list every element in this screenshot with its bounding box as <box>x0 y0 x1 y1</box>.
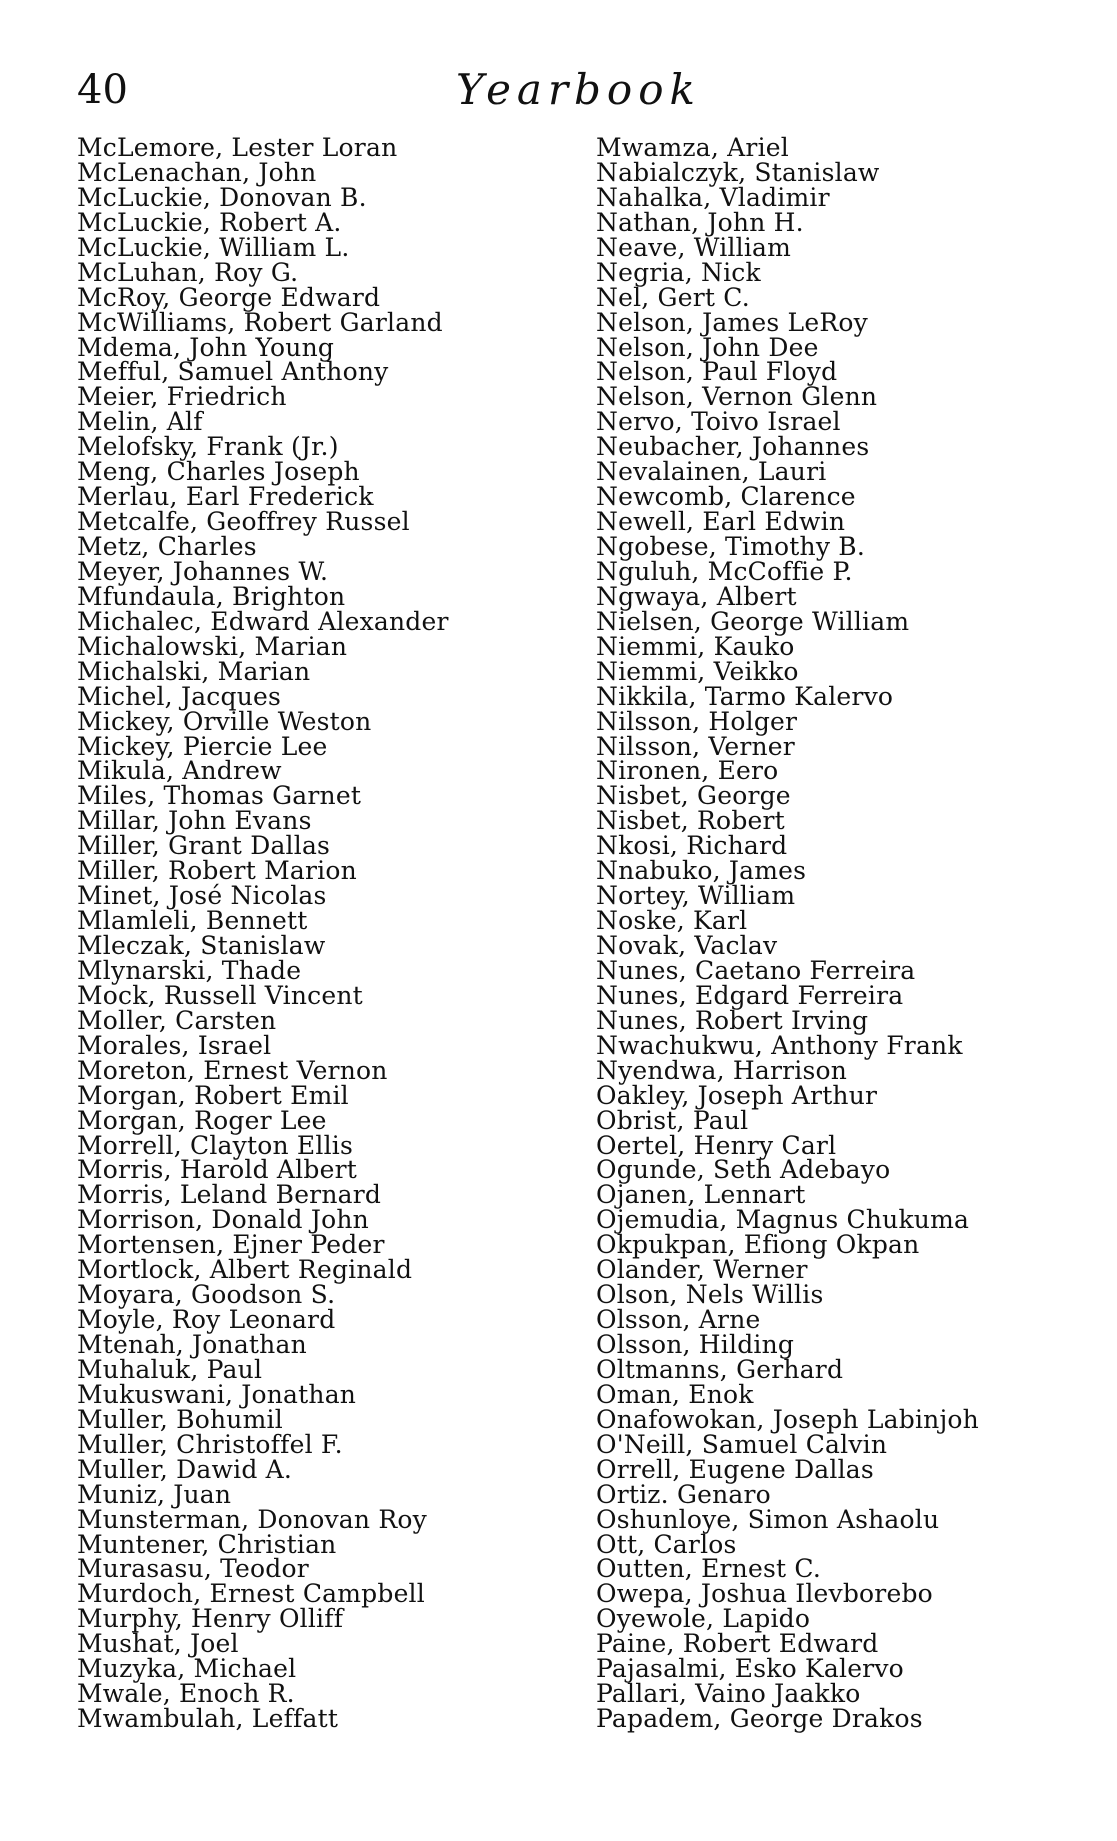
list-item: Meier, Friedrich <box>77 382 287 412</box>
list-item: Merlau, Earl Frederick <box>77 482 374 512</box>
list-item: Muller, Dawid A. <box>77 1454 293 1484</box>
list-item: Morales, Israel <box>77 1030 272 1060</box>
list-item: Morris, Harold Albert <box>77 1155 357 1185</box>
list-item: Mikula, Andrew <box>77 756 282 786</box>
list-item: Niemmi, Kauko <box>596 631 795 661</box>
list-item: Millar, John Evans <box>77 806 312 836</box>
list-item: McLuckie, Donovan B. <box>77 182 367 212</box>
list-item: Mukuswani, Jonathan <box>77 1379 357 1409</box>
list-item: Nelson, John Dee <box>596 332 819 362</box>
list-item: Muller, Christoffel F. <box>77 1429 343 1459</box>
list-item: Michalowski, Marian <box>77 631 348 661</box>
list-item: Ngobese, Timothy B. <box>596 532 866 561</box>
list-item: Nelson, Vernon Glenn <box>596 382 878 412</box>
list-item: Ngwaya, Albert <box>596 581 797 611</box>
list-item: McLenachan, John <box>77 157 317 187</box>
list-item: Michel, Jacques <box>77 681 282 711</box>
list-item: Nabialczyk, Stanislaw <box>596 157 880 187</box>
list-item: Muntener, Christian <box>77 1529 337 1559</box>
list-item: Oyewole, Lapido <box>596 1604 811 1634</box>
list-item: Nunes, Caetano Ferreira <box>596 955 916 985</box>
list-item: Nunes, Robert Irving <box>596 1005 869 1035</box>
list-item: Nikkila, Tarmo Kalervo <box>596 681 894 711</box>
list-item: McLuckie, William L. <box>77 232 350 262</box>
list-item: Orrell, Eugene Dallas <box>596 1454 874 1484</box>
list-item: Morris, Leland Bernard <box>77 1180 382 1210</box>
list-item: Nahalka, Vladimir <box>596 182 830 212</box>
list-item: Murphy, Henry Olliff <box>77 1604 344 1634</box>
list-item: Olander, Werner <box>596 1255 808 1285</box>
list-item: Nelson, Paul Floyd <box>596 357 838 387</box>
list-item: Ott, Carlos <box>596 1529 737 1559</box>
list-item: Olsson, Hilding <box>596 1330 795 1359</box>
list-item: Minet, José Nicolas <box>77 881 327 911</box>
list-item: Paine, Robert Edward <box>596 1629 879 1659</box>
list-item: Niemmi, Veikko <box>596 656 799 686</box>
list-item: Oertel, Henry Carl <box>596 1130 837 1160</box>
list-item: Nilsson, Holger <box>596 706 798 736</box>
list-item: Miles, Thomas Garnet <box>77 781 362 811</box>
list-item: Miller, Grant Dallas <box>77 831 331 861</box>
list-item: Nnabuko, James <box>596 856 807 886</box>
list-item: Mwale, Enoch R. <box>77 1679 295 1709</box>
list-item: Mwambulah, Leffatt <box>77 1704 339 1734</box>
list-item: Nervo, Toivo Israel <box>596 407 841 437</box>
list-item: Meyer, Johannes W. <box>77 556 329 586</box>
list-item: Newcomb, Clarence <box>596 482 856 512</box>
list-item: Nyendwa, Harrison <box>596 1055 848 1085</box>
list-item: Newell, Earl Edwin <box>596 507 846 537</box>
list-item: Meng, Charles Joseph <box>77 457 360 487</box>
list-item: Ogunde, Seth Adebayo <box>596 1155 891 1185</box>
list-item: Miller, Robert Marion <box>77 856 357 886</box>
list-item: Neave, William <box>596 232 792 262</box>
list-item: Mortensen, Ejner Peder <box>77 1230 385 1260</box>
list-item: Nel, Gert C. <box>596 282 750 312</box>
list-item: McWilliams, Robert Garland <box>77 307 443 337</box>
list-item: Nelson, James LeRoy <box>596 307 868 337</box>
list-item: Oshunloye, Simon Ashaolu <box>596 1504 940 1534</box>
list-item: Melin, Alf <box>77 407 203 437</box>
list-item: Oltmanns, Gerhard <box>596 1354 844 1384</box>
list-item: Ojanen, Lennart <box>596 1180 806 1210</box>
list-item: Murdoch, Ernest Campbell <box>77 1579 425 1609</box>
list-item: Nathan, John H. <box>596 207 804 237</box>
list-item: Mlynarski, Thade <box>77 955 302 985</box>
list-item: Muller, Bohumil <box>77 1404 283 1434</box>
list-item: McLuhan, Roy G. <box>77 257 299 287</box>
page-number: 40 <box>77 67 128 113</box>
list-item: Morrell, Clayton Ellis <box>77 1130 353 1160</box>
list-item: Pajasalmi, Esko Kalervo <box>596 1654 904 1684</box>
list-item: Morgan, Robert Emil <box>77 1080 349 1110</box>
list-item: Mdema, John Young <box>77 332 335 362</box>
list-item: Moller, Carsten <box>77 1005 277 1035</box>
list-item: Nilsson, Verner <box>596 731 795 761</box>
list-item: Papadem, George Drakos <box>596 1704 923 1734</box>
list-item: Onafowokan, Joseph Labinjoh <box>596 1404 979 1434</box>
list-item: Mortlock, Albert Reginald <box>77 1255 413 1285</box>
list-item: Nisbet, George <box>596 781 791 811</box>
list-item: Muhaluk, Paul <box>77 1354 263 1384</box>
list-item: Nevalainen, Lauri <box>596 457 827 487</box>
name-list-left-column <box>77 133 547 1734</box>
list-item: Mickey, Piercie Lee <box>77 731 328 761</box>
list-item: Nwachukwu, Anthony Frank <box>596 1030 963 1060</box>
list-item: McLuckie, Robert A. <box>77 207 342 237</box>
list-item: Moyara, Goodson S. <box>77 1280 336 1310</box>
list-item: Mleczak, Stanislaw <box>77 931 326 960</box>
list-item: O'Neill, Samuel Calvin <box>596 1429 888 1459</box>
list-item: Munsterman, Donovan Roy <box>77 1504 427 1534</box>
list-item: Noske, Karl <box>596 906 748 936</box>
list-item: Metz, Charles <box>77 532 257 561</box>
list-item: McLemore, Lester Loran <box>77 133 398 162</box>
list-item: Mefful, Samuel Anthony <box>77 357 389 387</box>
list-item: Mtenah, Jonathan <box>77 1330 307 1359</box>
list-item: Mock, Russell Vincent <box>77 980 363 1010</box>
list-item: Novak, Vaclav <box>596 931 778 960</box>
list-item: Mwamza, Ariel <box>596 133 789 162</box>
list-item: Oman, Enok <box>596 1379 754 1409</box>
list-item: McRoy, George Edward <box>77 282 381 312</box>
running-title: Yearbook <box>456 65 701 114</box>
list-item: Mlamleli, Bennett <box>77 906 308 936</box>
list-item: Morrison, Donald John <box>77 1205 369 1235</box>
list-item: Outten, Ernest C. <box>596 1554 821 1584</box>
list-item: Obrist, Paul <box>596 1105 749 1135</box>
list-item: Owepa, Joshua Ilevborebo <box>596 1579 933 1609</box>
list-item: Mfundaula, Brighton <box>77 581 346 611</box>
list-item: Nortey, William <box>596 881 796 911</box>
list-item: Michalec, Edward Alexander <box>77 606 449 636</box>
list-item: Okpukpan, Efiong Okpan <box>596 1230 920 1260</box>
list-item: Olsson, Arne <box>596 1305 761 1335</box>
list-item: Murasasu, Teodor <box>77 1554 309 1584</box>
list-item: Muniz, Juan <box>77 1479 232 1509</box>
list-item: Oakley, Joseph Arthur <box>596 1080 878 1110</box>
list-item: Mushat, Joel <box>77 1629 239 1659</box>
list-item: Morgan, Roger Lee <box>77 1105 327 1135</box>
list-item: Nunes, Edgard Ferreira <box>596 980 904 1010</box>
list-item: Negria, Nick <box>596 257 761 287</box>
list-item: Neubacher, Johannes <box>596 432 870 462</box>
list-item: Melofsky, Frank (Jr.) <box>77 432 339 462</box>
list-item: Moreton, Ernest Vernon <box>77 1055 388 1085</box>
name-list-right-column <box>596 133 1096 1734</box>
list-item: Metcalfe, Geoffrey Russel <box>77 507 410 537</box>
list-item: Muzyka, Michael <box>77 1654 297 1684</box>
list-item: Nielsen, George William <box>596 606 910 636</box>
list-item: Pallari, Vaino Jaakko <box>596 1679 861 1709</box>
list-item: Moyle, Roy Leonard <box>77 1305 336 1335</box>
list-item: Nisbet, Robert <box>596 806 785 836</box>
list-item: Ortiz. Genaro <box>596 1479 771 1509</box>
list-item: Mickey, Orville Weston <box>77 706 372 736</box>
list-item: Nkosi, Richard <box>596 831 788 861</box>
list-item: Olson, Nels Willis <box>596 1280 824 1310</box>
list-item: Nironen, Eero <box>596 756 779 786</box>
list-item: Nguluh, McCoffie P. <box>596 556 853 586</box>
list-item: Michalski, Marian <box>77 656 311 686</box>
list-item: Ojemudia, Magnus Chukuma <box>596 1205 970 1235</box>
